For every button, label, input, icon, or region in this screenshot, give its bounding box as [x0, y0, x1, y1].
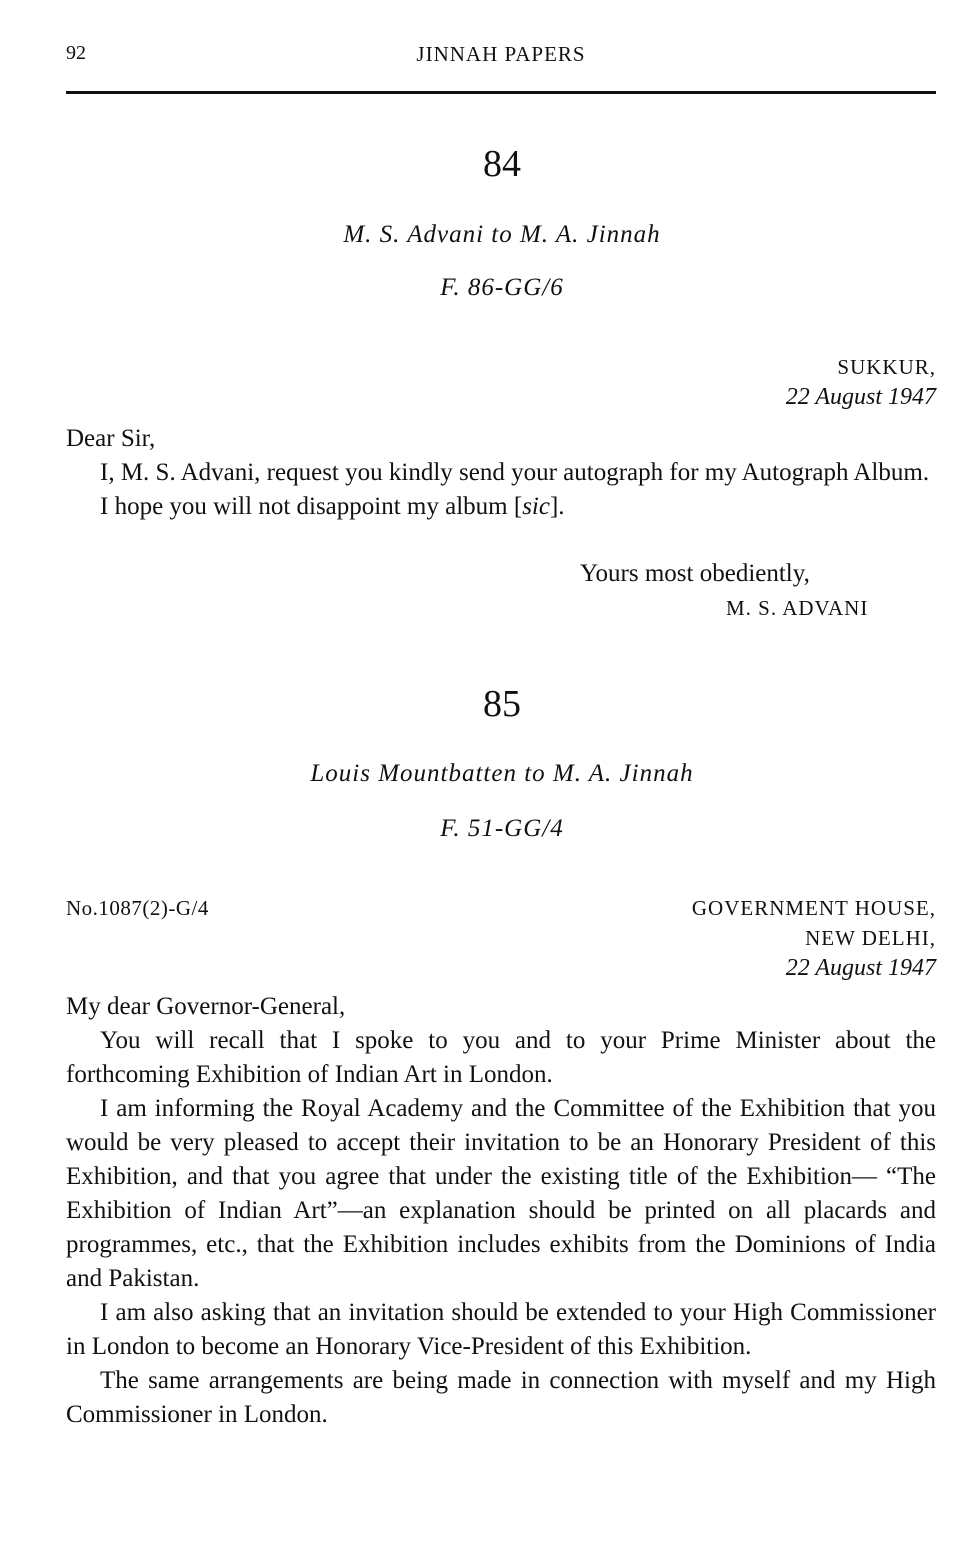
closing-84: Yours most obediently, — [580, 560, 810, 587]
dateline-85 — [692, 893, 936, 983]
address-line: NEW DELHI, — [805, 926, 936, 950]
letter-body-85 — [66, 990, 936, 1432]
file-reference-85: F. 51-GG/4 — [440, 815, 564, 842]
salutation: Dear Sir, — [66, 425, 156, 452]
document-number-84: 84 — [483, 143, 521, 185]
paragraph: I, M. S. Advani, request you kindly send your autograph for my Autograph Album. — [100, 459, 930, 486]
dateline-84 — [786, 352, 936, 412]
paragraph: I hope you will not disappoint my album [sic]. — [100, 493, 565, 520]
paragraph: The same arrangements are being made in connection with myself and my High Commissioner in London. — [66, 1367, 936, 1428]
page-number: 92 — [66, 42, 86, 64]
document-title-84: M. S. Advani to M. A. Jinnah — [343, 221, 661, 248]
address-line: GOVERNMENT HOUSE, — [691, 896, 936, 920]
paragraph: You will recall that I spoke to you and to your Prime Minister about the forthcoming Exhibition of Indian Art in London. — [66, 1027, 936, 1088]
salutation: My dear Governor-General, — [66, 993, 346, 1020]
document-number-85: 85 — [483, 683, 521, 725]
header-rule — [66, 91, 936, 94]
place: SUKKUR, — [837, 355, 936, 379]
running-title: JINNAH PAPERS — [416, 42, 586, 66]
paragraph: I am informing the Royal Academy and the Committee of the Exhibition that you would be very pleased to accept their invitation to be an Honorary President of this Exhibition, and that you agree that under the existing title of the Exhibition— “The Exhibition of Indian Art”—an explanation should be printed on all placards and programmes, etc., that the Exhibition includes exhibits from the Dominions of India and Pakistan. — [66, 1095, 936, 1292]
date: 22 August 1947 — [785, 384, 936, 410]
document-title-85: Louis Mountbatten to M. A. Jinnah — [310, 760, 694, 787]
letter-body-84 — [66, 422, 936, 524]
reference-number-85: No.1087(2)-G/4 — [66, 896, 209, 920]
file-reference-84: F. 86-GG/6 — [440, 274, 564, 301]
date: 22 August 1947 — [785, 955, 936, 981]
signature-84: M. S. ADVANI — [726, 596, 869, 620]
paragraph: I am also asking that an invitation should be extended to your High Commissioner in London to become an Honorary Vice-President of this Exhibition. — [66, 1299, 936, 1360]
